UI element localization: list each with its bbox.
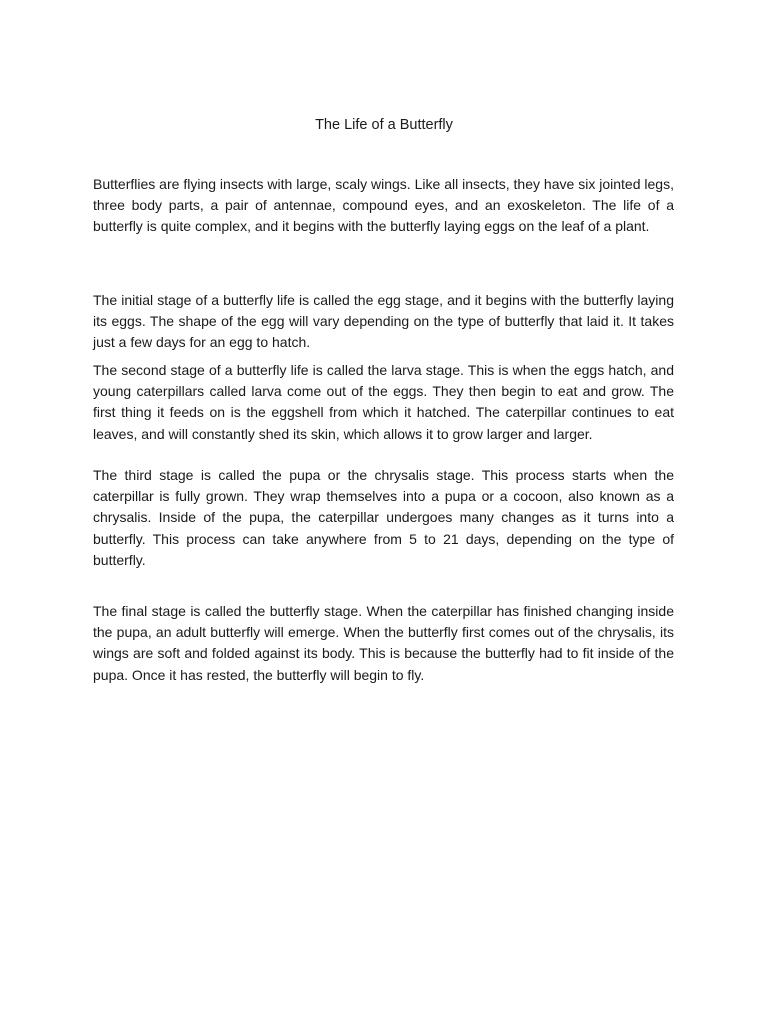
paragraph-butterfly-stage: The final stage is called the butterfly stage. When the caterpillar has finished changing inside the pupa, an adult butterfly will emerge. When the butterfly first comes out of the chrysalis, its wings are soft and folded against its body. This is because the butterfly had to fit inside of the pupa. Once it has rested, the butterfly will begin to fly.	[93, 603, 674, 683]
paragraph-pupa-stage: The third stage is called the pupa or the chrysalis stage. This process starts when the caterpillar is fully grown. They wrap themselves into a pupa or a cocoon, also known as a chrysalis. Inside of the pupa, the caterpillar undergoes many changes as it turns into a butterfly. This process can take anywhere from 5 to 21 days, depending on the type of butterfly.	[93, 467, 674, 568]
paragraph-larva-stage: The second stage of a butterfly life is called the larva stage. This is when the eggs hatch, and young caterpillars called larva come out of the eggs. They then begin to eat and grow. The first thing it feeds on is the eggshell from which it hatched. The caterpillar continues to eat leaves, and will constantly shed its skin, which allows it to grow larger and larger.	[93, 362, 674, 442]
document-title: The Life of a Butterfly	[315, 117, 453, 133]
paragraph-egg-stage: The initial stage of a butterfly life is called the egg stage, and it begins with the butterfly laying its eggs. The shape of the egg will vary depending on the type of butterfly that laid it. It takes just a few days for an egg to hatch.	[93, 292, 674, 351]
paragraph-intro: Butterflies are flying insects with large, scaly wings. Like all insects, they have six jointed legs, three body parts, a pair of antennae, compound eyes, and an exoskeleton. The life of a butterfly is quite complex, and it begins with the butterfly laying eggs on the leaf of a plant.	[93, 176, 674, 235]
